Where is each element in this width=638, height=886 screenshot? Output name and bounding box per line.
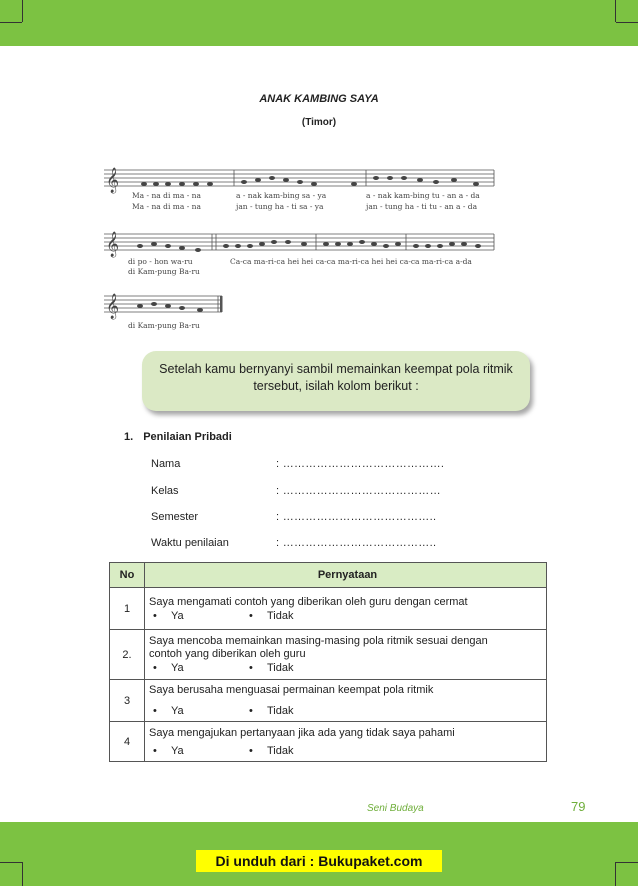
- field-value-semester: : …………………………………..: [276, 511, 437, 523]
- bullet: •: [153, 662, 157, 674]
- lyric-line-1c: a - nak kam-bing tu - an a - da: [366, 191, 480, 200]
- lyric-line-4: di Kam-pung Ba-ru: [128, 321, 200, 330]
- callout-line-1: Setelah kamu bernyanyi sambil memainkan keempat pola ritmik: [159, 362, 513, 376]
- section-number: 1.: [124, 431, 134, 443]
- option-yes: Ya: [171, 705, 184, 717]
- lyric-line-2a: Ma - na di ma - na: [132, 202, 201, 211]
- statement-text: Saya mengamati contoh yang diberikan oleh guru dengan cermat: [149, 595, 468, 608]
- header-no: No: [110, 563, 145, 588]
- crop-mark: [0, 862, 22, 863]
- statement-cell: [145, 680, 547, 722]
- svg-text:𝄞: 𝄞: [106, 232, 120, 257]
- crop-mark: [615, 0, 616, 22]
- table-row: [110, 588, 547, 630]
- options: [149, 662, 546, 674]
- bullet: •: [249, 744, 253, 757]
- option-yes: Ya: [171, 609, 184, 622]
- lyric-line-2b: jan - tung ha - ti sa - ya: [236, 202, 324, 211]
- statement-cell: [145, 722, 547, 762]
- callout-line-2: tersebut, isilah kolom berikut :: [253, 379, 419, 393]
- option-no: Tidak: [267, 662, 294, 674]
- statement-cell: [145, 630, 547, 680]
- field-value-kelas: : ……………………………………: [276, 485, 441, 497]
- option-no: Tidak: [267, 705, 294, 717]
- top-green-band: [0, 0, 638, 46]
- field-value-nama: : …………………………………….: [276, 458, 445, 470]
- song-origin: (Timor): [301, 117, 337, 128]
- song-title: ANAK KAMBING SAYA: [259, 93, 379, 105]
- option-no: Tidak: [267, 744, 294, 757]
- footer-book-title: Seni Budaya: [367, 803, 424, 814]
- row-number: 1: [110, 588, 145, 630]
- music-score: [104, 158, 504, 338]
- header-statement: Pernyataan: [145, 563, 547, 588]
- crop-mark: [0, 22, 22, 23]
- table-row: [110, 722, 547, 762]
- option-yes: Ya: [171, 662, 184, 674]
- field-label-nama: Nama: [151, 458, 181, 470]
- lyric-line-3a: di po - hon wa-ru: [128, 257, 193, 266]
- bullet: •: [249, 609, 253, 622]
- options: [149, 610, 546, 622]
- bullet: •: [249, 705, 253, 717]
- table-row: [110, 680, 547, 722]
- download-banner[interactable]: Di unduh dari : Bukupaket.com: [196, 850, 442, 872]
- row-number: 2.: [110, 630, 145, 680]
- section-heading: [124, 431, 242, 443]
- crop-mark: [22, 0, 23, 22]
- instruction-callout: [142, 351, 530, 411]
- crop-mark: [615, 862, 616, 886]
- row-number: 4: [110, 722, 145, 762]
- assessment-table: [109, 562, 547, 762]
- crop-mark: [616, 862, 638, 863]
- bullet: •: [153, 705, 157, 717]
- svg-text:𝄞: 𝄞: [106, 294, 120, 319]
- options: [149, 745, 546, 757]
- option-no: Tidak: [267, 609, 294, 622]
- lyric-line-2c: jan - tung ha - ti tu - an a - da: [366, 202, 478, 211]
- field-label-kelas: Kelas: [151, 485, 179, 497]
- statement-text: Saya mencoba memainkan masing-masing pola ritmik sesuai dengan contoh yang diberikan oleh guru: [149, 635, 488, 660]
- crop-mark: [22, 862, 23, 886]
- bullet: •: [153, 609, 157, 622]
- page-number: 79: [571, 799, 586, 814]
- lyric-line-3b: di Kam-pung Ba-ru: [128, 267, 200, 276]
- statement-text: Saya berusaha menguasai permainan keempat pola ritmik: [149, 684, 434, 696]
- statement-cell: [145, 588, 547, 630]
- section-title: Penilaian Pribadi: [143, 431, 232, 443]
- option-yes: Ya: [171, 744, 184, 757]
- row-number: 3: [110, 680, 145, 722]
- field-label-semester: Semester: [151, 511, 199, 523]
- field-label-waktu: Waktu penilaian: [151, 537, 229, 549]
- lyric-line-1b: a - nak kam-bing sa - ya: [236, 191, 327, 200]
- statement-text: Saya mengajukan pertanyaan jika ada yang tidak saya pahami: [149, 726, 455, 739]
- table-row: [110, 630, 547, 680]
- bullet: •: [249, 662, 253, 674]
- field-value-waktu: : …………………………………..: [276, 537, 437, 549]
- lyric-line-3c: Ca-ca ma-ri-ca hei hei ca-ca ma-ri-ca hei hei ca-ca ma-ri-ca a-da: [230, 257, 472, 266]
- svg-text:𝄞: 𝄞: [106, 168, 120, 193]
- bullet: •: [153, 744, 157, 757]
- lyric-line-1a: Ma - na di ma - na: [132, 191, 201, 200]
- table-header-row: [110, 563, 547, 588]
- crop-mark: [616, 22, 638, 23]
- options: [149, 705, 546, 717]
